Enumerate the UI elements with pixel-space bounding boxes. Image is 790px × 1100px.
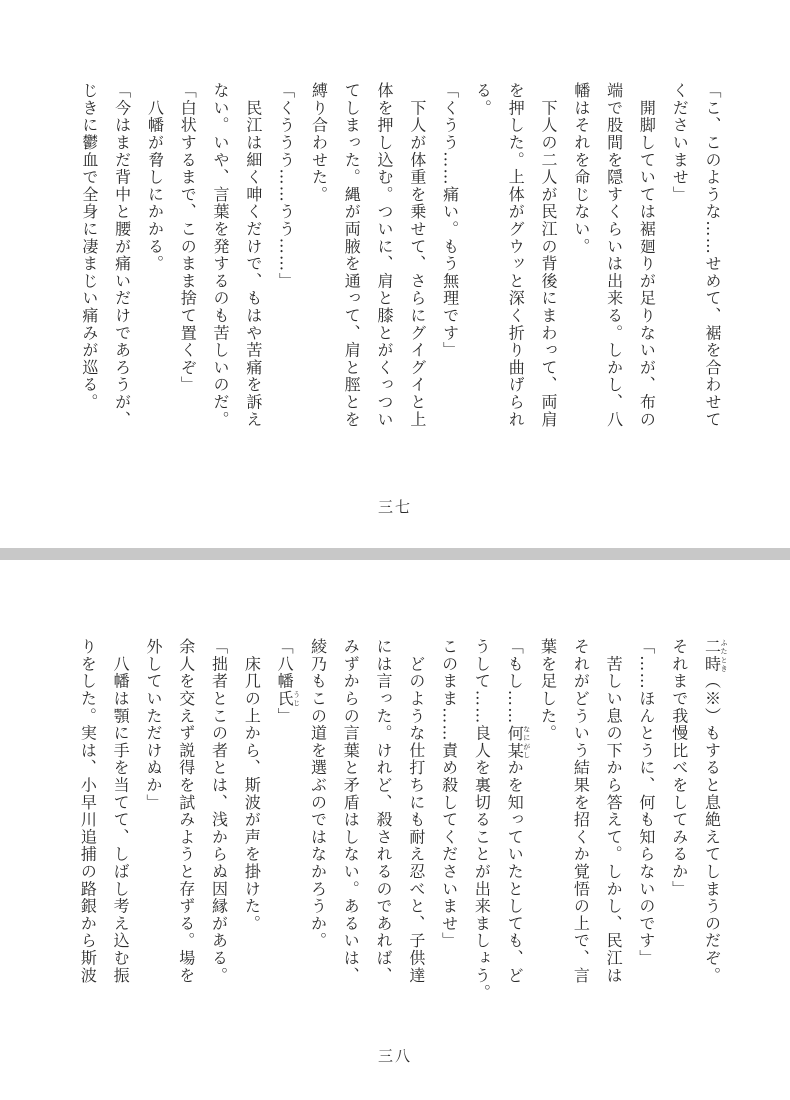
text-line (662, 638, 695, 1001)
text-line (203, 82, 236, 428)
text-line (497, 638, 530, 1001)
text-segment: （※）もすると息絶えてしまうのだぞ。 (702, 672, 722, 985)
text-segment: 八幡は顎に手を当てて、しばし考え込む振 (111, 638, 131, 984)
text-line (531, 638, 564, 1001)
text-line (466, 82, 499, 428)
text-segment: 八幡が脅しにかかる。 (145, 82, 165, 273)
ruby-annotated-word (505, 724, 531, 760)
text-segment: を押した。上体がグウッと深く折り曲げられ (506, 82, 526, 428)
text-segment: 」 (275, 707, 295, 725)
text-segment: 「白状するまで、このまま捨て置くぞ」 (178, 82, 198, 394)
text-segment: 苦しい息の下から答えて。しかし、民江は (604, 638, 624, 984)
text-line (302, 82, 335, 428)
page-divider (0, 548, 790, 560)
text-segment: 幡はそれを命じない。 (571, 82, 591, 255)
text-segment: 民江は細く呻くだけで、もはや苦痛を訴え (243, 82, 263, 428)
ruby-annotated-word (275, 689, 301, 708)
text-segment: じきに鬱血で全身に凄まじい痛みが巡る。 (79, 82, 99, 411)
text-line (564, 638, 597, 1001)
text-segment: 「……ほんとうに、何も知らないのです」 (636, 638, 656, 967)
text-segment: には言った。けれど、殺されるのであれば、 (374, 638, 394, 984)
text-segment: このまま……責め殺してくださいませ」 (439, 638, 459, 950)
text-line (366, 638, 399, 1001)
text-line (596, 638, 629, 1001)
text-line (333, 638, 366, 1001)
text-line (432, 638, 465, 1001)
text-segment: てしまった。縄が両腋を通って、肩と脛とを (342, 82, 362, 428)
text-line (169, 638, 202, 1001)
text-segment: 「拙者とこの者とは、浅からぬ因縁がある。 (209, 638, 229, 984)
body-text (71, 638, 728, 1001)
text-line (235, 638, 268, 1001)
text-line (695, 82, 728, 428)
text-segment: 床几の上から、斯波が声を掛けた。 (242, 638, 262, 933)
text-line (498, 82, 531, 428)
text-line (267, 638, 300, 1001)
text-line (105, 82, 138, 428)
text-segment: くださいませ」 (670, 82, 690, 204)
text-line (103, 638, 136, 1001)
ruby-reading: なにがし (522, 724, 531, 760)
text-segment: うして……良人を裏切ることが出来ましょう。 (472, 638, 492, 1002)
text-line (72, 82, 105, 428)
ruby-base: 何某 (505, 724, 525, 760)
text-line (136, 638, 169, 1001)
page-number: 三八 (377, 1047, 412, 1065)
text-line (531, 82, 564, 428)
text-segment: りをした。実は、小早川追捕の路銀から斯波 (78, 638, 98, 984)
text-segment: 綾乃もこの道を選ぶのではなかろうか。 (308, 638, 328, 950)
page-37 (0, 0, 790, 548)
text-segment: 「もし…… (505, 638, 525, 725)
text-segment: 余人を交えず説得を試みようと存ずる。場を (176, 638, 196, 984)
text-line (334, 82, 367, 428)
text-line (465, 638, 498, 1001)
ruby-reading: ふたとき (720, 638, 728, 673)
text-line (202, 638, 235, 1001)
text-line (399, 638, 432, 1001)
text-segment: 外していただけぬか」 (143, 638, 163, 811)
ruby-base: 氏 (275, 689, 295, 708)
text-line (662, 82, 695, 428)
text-segment: 開脚していては裾廻りが足りないが、布の (637, 82, 657, 428)
text-segment: 「くううう……うう……」 (276, 82, 296, 290)
ruby-annotated-word (702, 638, 728, 673)
text-segment: 「くうう……痛い。もう無理です」 (440, 82, 460, 359)
text-line (695, 638, 728, 1001)
text-segment: 縛り合わせた。 (309, 82, 329, 204)
text-line (236, 82, 269, 428)
text-segment: 「八幡 (275, 638, 295, 690)
text-segment: 葉を足した。 (538, 638, 558, 742)
text-line (400, 82, 433, 428)
text-segment: 端で股間を隠すくらいは出来る。しかし、八 (604, 82, 624, 428)
body-text (72, 82, 728, 428)
text-line (301, 638, 334, 1001)
text-segment: それまで我慢比べをしてみるか」 (669, 638, 689, 898)
page-number: 三七 (377, 498, 412, 516)
text-line (71, 638, 104, 1001)
text-line (629, 638, 662, 1001)
text-line (138, 82, 171, 428)
text-segment: ない。いや、言葉を発するのも苦しいのだ。 (211, 82, 231, 428)
text-segment: どのような仕打ちにも耐え忍べと、子供達 (406, 638, 426, 984)
text-line (564, 82, 597, 428)
ruby-reading: うじ (292, 689, 301, 708)
text-segment: る。 (473, 82, 493, 117)
ruby-base: 二時 (702, 638, 722, 673)
text-line (630, 82, 663, 428)
text-segment: かを知っていたとしても、ど (505, 759, 525, 985)
text-segment: 下人の二人が民江の背後にまわって、両肩 (539, 82, 559, 428)
text-line (170, 82, 203, 428)
text-segment: それがどういう結果を招くか覚悟の上で、言 (571, 638, 591, 984)
text-line (597, 82, 630, 428)
text-segment: みずからの言葉と矛盾はしない。あるいは、 (341, 638, 361, 984)
text-segment: 体を押し込む。ついに、肩と膝とがくっつい (375, 82, 395, 428)
text-line (269, 82, 302, 428)
text-line (433, 82, 466, 428)
text-line (367, 82, 400, 428)
page-38 (0, 560, 790, 1100)
text-segment: 「今はまだ背中と腰が痛いだけであろうが、 (112, 82, 132, 428)
text-segment: 「こ、このような……せめて、裾を合わせて (703, 82, 722, 428)
text-segment: 下人が体重を乗せて、さらにグイグイと上 (407, 82, 427, 428)
